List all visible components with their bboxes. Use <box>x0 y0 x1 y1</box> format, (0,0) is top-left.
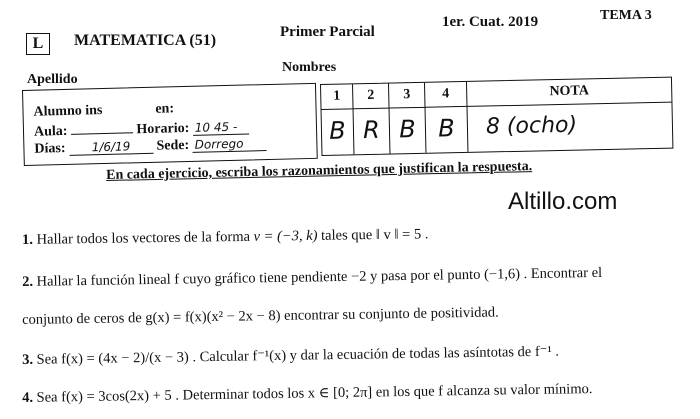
sede-value: Dorrego <box>193 136 267 153</box>
horario-label: Horario: <box>136 120 190 138</box>
nombres-label: Nombres <box>282 60 337 75</box>
exam-name: Primer Parcial <box>280 24 375 40</box>
watermark: Altillo.com <box>508 188 618 215</box>
question-number: 4. <box>22 389 34 406</box>
alumno-row <box>33 101 174 120</box>
horario-value: 10 45 - <box>193 119 249 135</box>
grade-col-2 <box>353 84 390 155</box>
question-text: Hallar todos los vectores de la forma <box>36 228 251 248</box>
question-text-tail: tales que ‖ v ‖ = 5 . <box>320 226 429 244</box>
question-3 <box>22 344 559 369</box>
nota-value: 8 (ocho) <box>485 112 578 140</box>
l-mark: L <box>26 33 50 55</box>
question-text: Sea f(x) = (4x − 2)/(x − 3) . Calcular f⁻¹(x) y dar la ecuación de todas las asíntotas de f⁻¹ . <box>36 343 560 368</box>
alumno-label: Alumno ins <box>33 103 103 120</box>
question-number: 3. <box>22 351 34 368</box>
question-text: Sea f(x) = 3cos(2x) + 5 . Determinar todos los x ∈ [0; 2π] en los que f alcanza su valor mínimo. <box>36 381 593 406</box>
grade-col-4 <box>425 82 468 153</box>
aula-label: Aula: <box>33 123 68 140</box>
dias-label: Días: <box>34 140 66 157</box>
instructions: En cada ejercicio, escriba los razonamientos que justifican la respuesta. <box>106 159 533 183</box>
grade-col-1 <box>321 84 354 155</box>
apellido-label: Apellido <box>27 72 78 87</box>
question-number: 1. <box>22 231 34 248</box>
question-text: Hallar la función lineal f cuyo gráfico tiene pendiente −2 y pasa por el punto (−1,6) . Encontrar el <box>36 264 603 290</box>
grade-header: 4 <box>425 82 467 108</box>
exam-tema: TEMA 3 <box>600 8 652 23</box>
question-2-continued: conjunto de ceros de g(x) = f(x)(x² − 2x − 8) encontrar su conjunto de positividad. <box>22 304 499 328</box>
grade-value: R <box>362 115 381 145</box>
alumno-tail: en: <box>155 101 175 117</box>
grade-header: 2 <box>353 84 389 110</box>
grade-value: B <box>437 114 455 143</box>
question-number: 2. <box>22 273 34 290</box>
grade-header: 3 <box>389 83 425 109</box>
exam-term: 1er. Cuat. 2019 <box>442 14 539 30</box>
dias-value: 1/6/19 <box>69 139 153 156</box>
question-1 <box>22 226 429 249</box>
aula-line <box>71 120 133 135</box>
course-title: MATEMATICA (51) <box>74 32 217 49</box>
grade-value: B <box>398 115 416 144</box>
grade-col-nota <box>467 78 672 152</box>
question-2 <box>22 265 602 291</box>
grades-table <box>320 77 673 156</box>
question-formula: v = (−3, k) <box>253 227 318 245</box>
sede-label: Sede: <box>156 137 190 154</box>
grade-header: NOTA <box>467 78 671 107</box>
grade-value: B <box>328 116 347 145</box>
grade-col-3 <box>389 83 426 154</box>
question-4 <box>22 381 593 407</box>
student-info-box <box>22 83 318 166</box>
grade-header: 1 <box>321 84 353 110</box>
